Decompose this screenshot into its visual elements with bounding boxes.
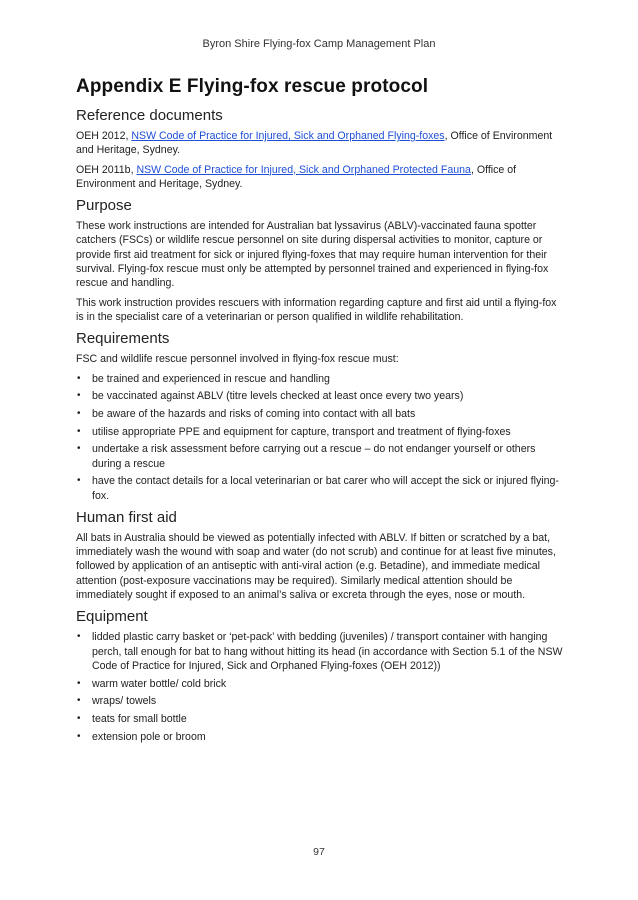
first-aid-section [76, 509, 566, 602]
list-item [76, 407, 566, 421]
bullet-icon: • [77, 372, 81, 384]
bullet-icon: • [77, 390, 81, 402]
list-item-text: be aware of the hazards and risks of coming into contact with all bats [92, 407, 416, 420]
reference-item [76, 129, 566, 158]
list-item [76, 730, 566, 744]
reference-item [76, 163, 566, 192]
reference-prefix: OEH 2012, [76, 130, 132, 142]
bullet-icon: • [77, 425, 81, 437]
list-item-text: warm water bottle/ cold brick [92, 677, 227, 690]
reference-link-protected-fauna[interactable]: NSW Code of Practice for Injured, Sick and Orphaned Protected Fauna [136, 163, 471, 176]
reference-documents-section [76, 107, 566, 191]
page-title: Appendix E Flying-fox rescue protocol [76, 76, 429, 97]
reference-prefix: OEH 2011b, [76, 163, 137, 176]
purpose-paragraph: This work instruction provides rescuers with information regarding capture and first aid until a flying-fox is in the specialist care of a veterinarian or person qualified in wildlife rehabilitation. [76, 296, 557, 323]
first-aid-paragraph: All bats in Australia should be viewed as potentially infected with ABLV. If bitten or scratched by a bat, immediately wash the wound with soap and water (do not scrub) and continue for at least five minutes, followed by application of an antiseptic with anti-viral action (e.g. Betadine), and immediate medical attention (post-exposure vaccinations may be required). Similarly medical attention should be immediately sought if exposed to an animal’s saliva or excreta through the eyes, nose or mouth. [76, 531, 556, 602]
bullet-icon: • [77, 407, 81, 419]
list-item-text: utilise appropriate PPE and equipment for capture, transport and treatment of flying-foxes [92, 425, 511, 438]
bullet-icon: • [77, 475, 81, 487]
list-item-text: have the contact details for a local veterinarian or bat carer who will accept the sick or injured flying-fox. [92, 475, 559, 502]
list-item [76, 372, 566, 386]
page-content [76, 76, 566, 750]
bullet-icon: • [77, 443, 81, 455]
list-item-text: wraps/ towels [92, 695, 157, 708]
list-item-text: teats for small bottle [92, 713, 187, 726]
list-item [76, 389, 566, 403]
equipment-heading: Equipment [76, 608, 148, 626]
purpose-paragraph: These work instructions are intended for Australian bat lyssavirus (ABLV)-vaccinated fauna spotter catchers (FSCs) or wildlife rescue personnel on site during dispersal activities to monitor, capture or provide first aid treatment for sick or injured flying-foxes that may require human intervention for their survival. Flying-fox rescue must only be attempted by personnel trained and experienced in flying-fox rescue and handling. [76, 220, 549, 290]
reference-suffix: , Office of Environment and Heritage, Sydney. [76, 163, 517, 190]
bullet-icon: • [77, 713, 81, 725]
purpose-heading: Purpose [76, 197, 132, 215]
list-item [76, 474, 566, 503]
first-aid-heading: Human first aid [76, 508, 177, 526]
page-number: 97 [313, 846, 325, 858]
list-item [76, 694, 566, 708]
bullet-icon: • [77, 677, 81, 689]
equipment-section [76, 608, 566, 744]
list-item-text: lidded plastic carry basket or ‘pet-pack’ with bedding (juveniles) / transport container with hanging perch, tall enough for bat to hang without hitting its head (in accordance with Section 5.1 of the NSW Code of Practice for Injured, Sick and Orphaned Flying-foxes (OEH 2012)) [92, 631, 563, 672]
list-item-text: be vaccinated against ABLV (titre levels checked at least once every two years) [92, 390, 464, 403]
list-item [76, 677, 566, 691]
list-item [76, 442, 566, 471]
bullet-icon: • [77, 631, 81, 643]
running-header: Byron Shire Flying-fox Camp Management Plan [202, 38, 436, 50]
requirements-intro: FSC and wildlife rescue personnel involved in flying-fox rescue must: [76, 353, 399, 366]
requirements-section [76, 330, 566, 503]
requirements-heading: Requirements [76, 330, 170, 348]
list-item [76, 712, 566, 726]
reference-documents-heading: Reference documents [76, 107, 223, 124]
equipment-list [76, 630, 566, 744]
bullet-icon: • [77, 730, 81, 742]
purpose-section [76, 197, 566, 324]
requirements-list [76, 372, 566, 503]
list-item-text: undertake a risk assessment before carrying out a rescue – do not endanger yourself or others during a rescue [92, 443, 536, 470]
list-item [76, 425, 566, 439]
reference-suffix: , Office of Environment and Heritage, Sydney. [76, 130, 553, 157]
list-item [76, 630, 566, 673]
list-item-text: extension pole or broom [92, 730, 206, 743]
reference-link-flying-foxes[interactable]: NSW Code of Practice for Injured, Sick and Orphaned Flying-foxes [131, 130, 445, 142]
bullet-icon: • [77, 695, 81, 707]
list-item-text: be trained and experienced in rescue and handling [92, 372, 330, 385]
